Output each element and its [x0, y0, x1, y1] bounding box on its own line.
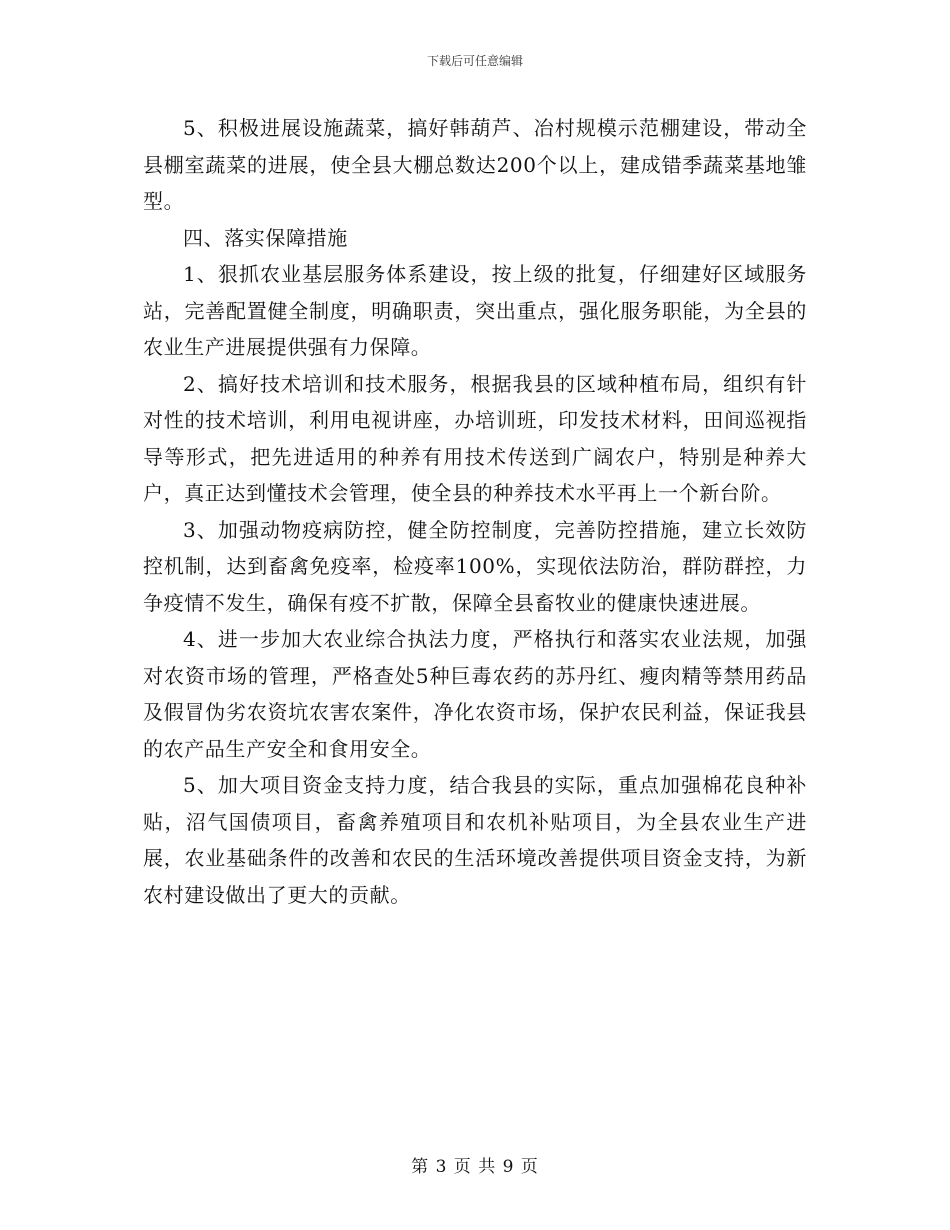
paragraph-technical-training: 2、搞好技术培训和技术服务，根据我县的区域种植布局，组织有针对性的技术培训，利用电视讲座，办培训班，印发技术材料，田间巡视指导等形式，把先进适用的种养有用技术传送到广阔农户，特别是种养大户，真正达到懂技术会管理，使全县的种养技术水平再上一个新台阶。	[143, 371, 807, 505]
header-note: 下载后可任意编辑	[426, 54, 523, 68]
paragraph-service-system: 1、狠抓农业基层服务体系建设，按上级的批复，仔细建好区域服务站，完善配置健全制度，明确职责，突出重点，强化服务职能，为全县的农业生产进展提供强有力保障。	[143, 262, 807, 359]
paragraph-epidemic-control: 3、加强动物疫病防控，健全防控制度，完善防控措施，建立长效防控机制，达到畜禽免疫率，检疫率100%，实现依法防治，群防群控，力争疫情不发生，确保有疫不扩散，保障全县畜牧业的健康快速进展。	[143, 517, 807, 615]
paragraph-law-enforcement: 4、进一步加大农业综合执法力度，严格执行和落实农业法规，加强对农资市场的管理，严格查处5种巨毒农药的苏丹红、瘦肉精等禁用药品及假冒伪劣农资坑农害农案件，净化农资市场，保护农民利益，保证我县的农产品生产安全和食用安全。	[143, 627, 807, 761]
document-body	[143, 110, 807, 913]
section-heading: 四、落实保障措施	[183, 225, 348, 250]
page-number: 第 3 页 共 9 页	[411, 1157, 539, 1177]
paragraph-facility-vegetables: 5、积极进展设施蔬菜，搞好韩葫芦、冶村规模示范棚建设，带动全县棚室蔬菜的进展，使全县大棚总数达200个以上，建成错季蔬菜基地雏型。	[143, 116, 807, 213]
paragraph-project-funding: 5、加大项目资金支持力度，结合我县的实际，重点加强棉花良种补贴，沼气国债项目，畜禽养殖项目和农机补贴项目，为全县农业生产进展，农业基础条件的改善和农民的生活环境改善提供项目资金支持，为新农村建设做出了更大的贡献。	[143, 773, 807, 907]
